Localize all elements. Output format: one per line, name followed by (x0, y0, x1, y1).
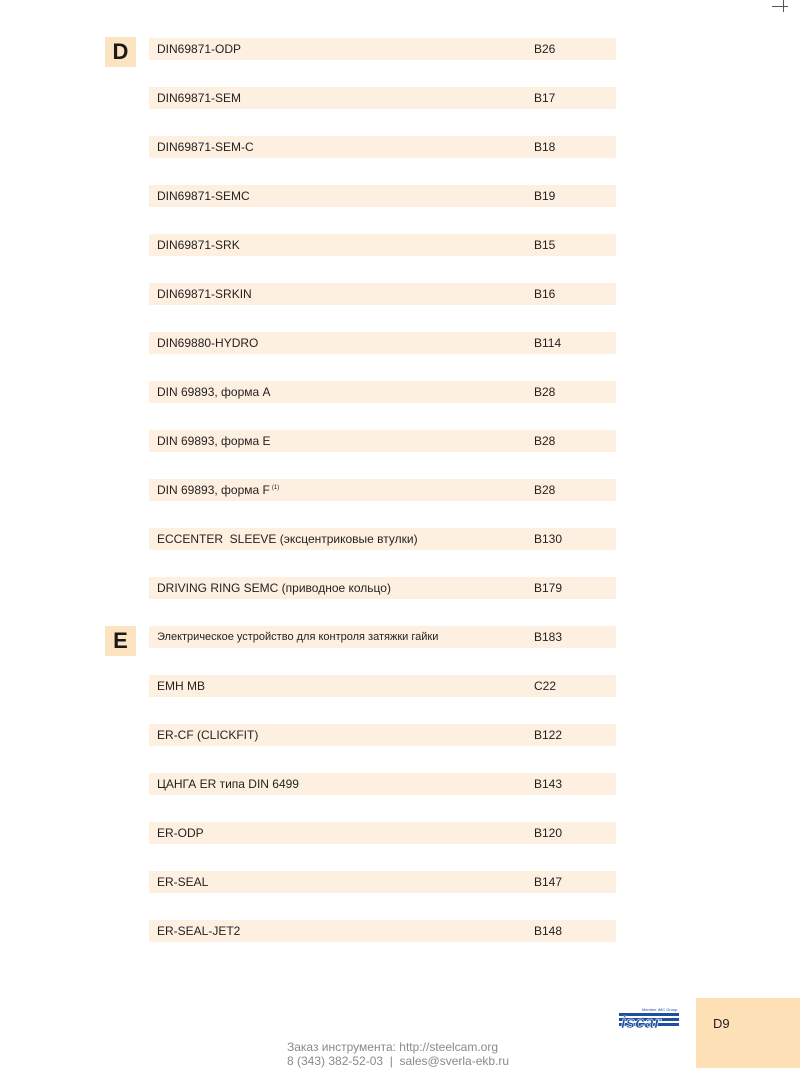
row-page-ref: B16 (534, 287, 556, 301)
row-name: DIN69880-HYDRO (157, 336, 259, 350)
row-name: ER-CF (CLICKFIT) (157, 728, 259, 742)
page-number: D9 (713, 1016, 730, 1031)
row-page-ref: B122 (534, 728, 563, 742)
row-name: DIN 69893, форма A (157, 385, 271, 399)
row-name: ER-ODP (157, 826, 204, 840)
index-row (149, 724, 616, 746)
row-name: ER-SEAL-JET2 (157, 924, 241, 938)
row-page-ref: B28 (534, 483, 556, 497)
row-name: ЦАНГА ER типа DIN 6499 (157, 777, 299, 791)
row-page-ref: B19 (534, 189, 556, 203)
footer-order-line: Заказ инструмента: http://steelcam.org (287, 1040, 499, 1054)
index-row (149, 332, 616, 354)
row-name: DIN69871-SEM-C (157, 140, 254, 154)
index-row (149, 577, 616, 599)
row-name-text: DIN 69893, форма F (157, 483, 270, 497)
index-row (149, 773, 616, 795)
row-name: Электрическое устройство для контроля затяжки гайки (157, 631, 439, 643)
row-page-ref: B120 (534, 826, 563, 840)
row-name: DIN69871-SRK (157, 238, 240, 252)
row-page-ref: C22 (534, 679, 557, 693)
index-row (149, 430, 616, 452)
page-number-tab (696, 998, 800, 1068)
row-name: DIN69871-SRKIN (157, 287, 252, 301)
row-page-ref: B28 (534, 434, 556, 448)
index-row (149, 381, 616, 403)
footnote-marker: (1) (271, 485, 280, 491)
row-page-ref: B130 (534, 532, 563, 546)
index-row (149, 822, 616, 844)
row-page-ref: B28 (534, 385, 556, 399)
row-page-ref: B148 (534, 924, 563, 938)
index-row (149, 479, 616, 501)
row-name: DIN69871-SEM (157, 91, 242, 105)
index-row (149, 38, 616, 60)
index-row (149, 626, 616, 648)
index-row (149, 675, 616, 697)
index-row (149, 185, 616, 207)
row-page-ref: B17 (534, 91, 556, 105)
row-name: DIN 69893, форма E (157, 434, 271, 448)
row-name: DIN69871-SEMC (157, 189, 250, 203)
row-page-ref: B183 (534, 630, 563, 644)
row-page-ref: B114 (534, 336, 562, 350)
crop-mark (783, 0, 784, 12)
logo-text: iscar (621, 1013, 661, 1032)
crop-mark (772, 6, 788, 7)
index-row (149, 234, 616, 256)
index-row (149, 920, 616, 942)
row-page-ref: B15 (534, 238, 556, 252)
iscar-logo (618, 1006, 680, 1032)
section-letter-d: D (105, 37, 136, 67)
index-row (149, 87, 616, 109)
index-row (149, 283, 616, 305)
row-name: ECCENTER SLEEVE (эксцентриковые втулки) (157, 532, 418, 546)
logo-tagline: Member IMC Group (642, 1007, 678, 1012)
row-page-ref: B143 (534, 777, 563, 791)
row-page-ref: B26 (534, 42, 556, 56)
section-letter-e: E (105, 626, 136, 656)
row-page-ref: B179 (534, 581, 563, 595)
row-name: DIN69871-ODP (157, 42, 242, 56)
index-row (149, 136, 616, 158)
row-name (157, 483, 279, 497)
row-name: DRIVING RING SEMC (приводное кольцо) (157, 581, 391, 595)
index-row (149, 528, 616, 550)
row-name: ER-SEAL (157, 875, 209, 889)
row-page-ref: B18 (534, 140, 556, 154)
row-page-ref: B147 (534, 875, 563, 889)
row-name: EMH MB (157, 679, 205, 693)
index-row (149, 871, 616, 893)
footer-contact-line: 8 (343) 382-52-03 | sales@sverla-ekb.ru (287, 1054, 510, 1068)
